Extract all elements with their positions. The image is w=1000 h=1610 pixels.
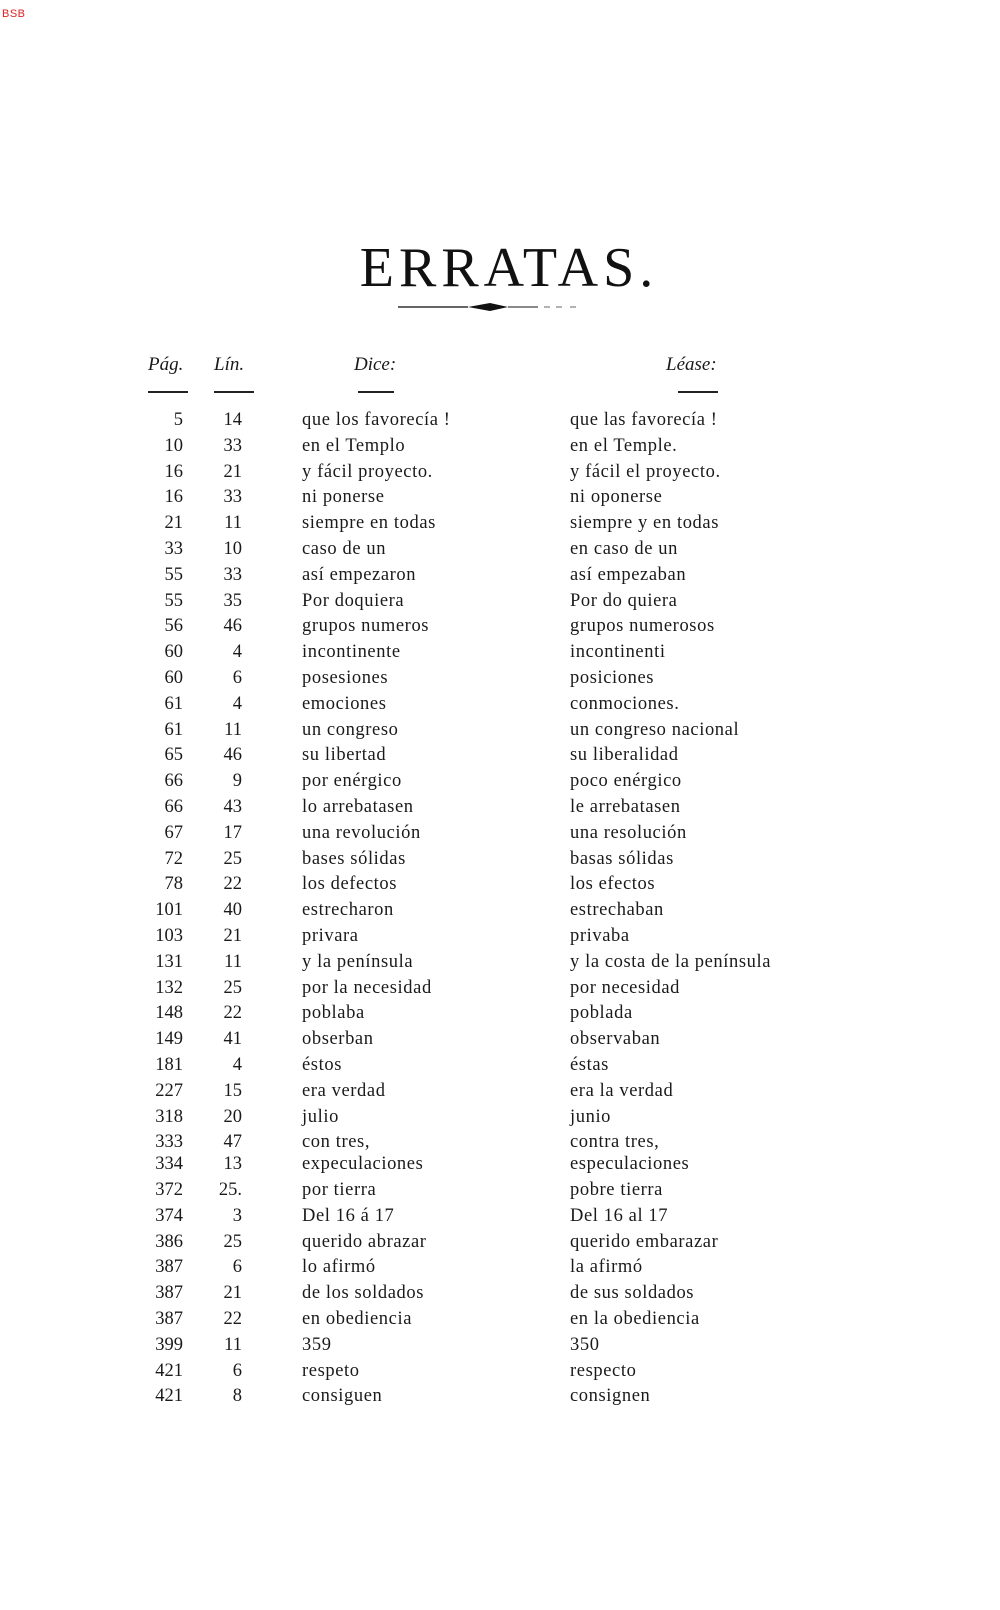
errata-page: 66 [164,797,183,817]
errata-line: 4 [232,642,242,663]
errata-lease: ni oponerse [570,487,663,508]
errata-page: 33 [164,539,183,559]
errata-lease: posiciones [570,668,655,688]
errata-page: 55 [164,590,183,611]
errata-dice: era verdad [302,1080,386,1101]
errata-row [0,1130,1000,1154]
errata-page: 103 [155,926,183,946]
errata-page: 66 [164,771,183,792]
errata-line: 11 [224,951,242,972]
errata-page: 334 [155,1154,183,1175]
errata-lease: una resolución [570,822,687,843]
errata-page: 421 [155,1386,183,1407]
errata-lease: poco enérgico [570,771,682,792]
errata-page: 421 [155,1360,183,1381]
errata-row [0,563,1000,587]
errata-line: 3 [232,1205,242,1226]
errata-dice: posesiones [302,668,389,688]
errata-dice: querido abrazar [302,1231,427,1252]
errata-lease: consignen [570,1386,651,1407]
errata-dice: bases sólidas [302,848,406,869]
errata-lease: respecto [570,1360,637,1381]
errata-lease: y la costa de la península [570,951,772,972]
errata-row [0,718,1000,742]
errata-row [0,537,1000,561]
errata-line: 6 [232,1360,242,1381]
errata-dice: incontinente [302,642,401,663]
errata-row [0,769,1000,793]
errata-dice: caso de un [302,539,387,559]
library-stamp: BSB [2,8,26,20]
errata-dice: grupos numeros [302,616,430,637]
errata-row [0,1307,1000,1331]
errata-line: 15 [223,1080,242,1101]
errata-lease: en caso de un [570,539,678,559]
errata-page: 149 [155,1029,183,1050]
errata-line: 33 [223,487,242,508]
errata-lease: junio [570,1106,612,1127]
errata-lease: que las favorecía ! [570,410,718,430]
errata-page: 61 [164,719,183,740]
errata-dice: julio [302,1106,339,1127]
errata-line: 11 [224,719,242,740]
errata-row [0,640,1000,664]
errata-page: 399 [155,1334,183,1355]
errata-page: 318 [155,1106,183,1127]
errata-page: 60 [164,668,183,688]
errata-page: 387 [155,1257,183,1278]
errata-row [0,434,1000,458]
errata-line: 4 [232,1055,242,1075]
errata-page: 181 [155,1055,183,1075]
errata-dice: así empezaron [302,564,417,585]
header-lin: Lín. [214,354,245,375]
errata-lease: privaba [570,926,630,946]
errata-lease: la afirmó [570,1257,643,1278]
header-rule [678,391,718,393]
errata-line: 20 [223,1106,242,1127]
errata-line: 21 [223,461,242,482]
errata-dice: por tierra [302,1180,377,1200]
errata-lease: un congreso nacional [570,719,740,740]
errata-page: 372 [155,1180,183,1200]
errata-lease: especulaciones [570,1154,690,1175]
errata-line: 43 [223,797,242,817]
errata-row [0,460,1000,484]
errata-row [0,692,1000,716]
errata-row [0,408,1000,432]
errata-line: 11 [224,513,242,534]
errata-line: 40 [223,900,242,921]
errata-dice: éstos [302,1055,342,1075]
errata-page: 10 [164,435,183,456]
errata-dice: Del 16 á 17 [302,1205,395,1226]
errata-page: 387 [155,1283,183,1304]
errata-page: 333 [155,1132,183,1153]
errata-dice: de los soldados [302,1283,425,1304]
errata-row [0,511,1000,535]
errata-row [0,898,1000,922]
errata-row [0,1079,1000,1103]
errata-lease: poblada [570,1003,633,1024]
errata-row [0,821,1000,845]
errata-line: 9 [232,771,242,792]
errata-dice: por enérgico [302,771,402,792]
errata-line: 14 [223,410,242,430]
errata-dice: una revolución [302,822,421,843]
errata-dice: ni ponerse [302,487,385,508]
errata-dice: y la península [302,951,414,972]
errata-line: 10 [223,539,242,559]
errata-row [0,1230,1000,1254]
errata-lease: de sus soldados [570,1283,695,1304]
errata-dice: con tres, [302,1132,371,1153]
errata-line: 13 [223,1154,242,1175]
errata-line: 21 [223,926,242,946]
errata-lease: le arrebatasen [570,797,681,817]
errata-page: 101 [155,900,183,921]
errata-line: 25 [223,1231,242,1252]
errata-row [0,795,1000,819]
errata-row [0,1178,1000,1202]
errata-row [0,1359,1000,1383]
errata-row [0,976,1000,1000]
errata-line: 4 [232,693,242,714]
errata-page: 78 [164,874,183,895]
header-rule [358,391,394,393]
errata-page: 132 [155,977,183,998]
errata-line: 35 [223,590,242,611]
errata-page: 65 [164,745,183,766]
errata-line: 46 [223,616,242,637]
errata-line: 25 [223,977,242,998]
header-dice: Dice: [354,354,397,375]
errata-row [0,872,1000,896]
header-lease: Léase: [666,354,717,375]
errata-line: 22 [223,874,242,895]
errata-lease: querido embarazar [570,1231,719,1252]
errata-row [0,847,1000,871]
errata-row [0,666,1000,690]
errata-lease: en el Temple. [570,435,678,456]
errata-page: 67 [164,822,183,843]
errata-row [0,589,1000,613]
errata-dice: expeculaciones [302,1154,424,1175]
errata-line: 21 [223,1283,242,1304]
errata-page: 374 [155,1205,183,1226]
errata-row [0,1152,1000,1176]
errata-dice: un congreso [302,719,399,740]
errata-lease: Por do quiera [570,590,678,611]
errata-row [0,950,1000,974]
errata-line: 8 [232,1386,242,1407]
errata-dice: 359 [302,1334,332,1355]
errata-dice: obserban [302,1029,374,1050]
errata-row [0,1333,1000,1357]
errata-lease: observaban [570,1029,661,1050]
errata-page: 131 [155,951,183,972]
errata-dice: respeto [302,1360,360,1381]
header-rule [214,391,254,393]
errata-dice: los defectos [302,874,398,895]
errata-row [0,1105,1000,1129]
errata-page: 5 [173,410,183,430]
errata-lease: estrechaban [570,900,664,921]
errata-page: 16 [164,487,183,508]
errata-page: 55 [164,564,183,585]
errata-line: 6 [232,668,242,688]
errata-line: 22 [223,1003,242,1024]
errata-lease: conmociones. [570,693,680,714]
errata-dice: lo afirmó [302,1257,376,1278]
errata-line: 22 [223,1309,242,1329]
errata-line: 41 [223,1029,242,1050]
errata-dice: y fácil proyecto. [302,461,433,482]
errata-lease: pobre tierra [570,1180,663,1200]
errata-dice: lo arrebatasen [302,797,414,817]
errata-page: 21 [164,513,183,534]
errata-lease: Del 16 al 17 [570,1205,669,1226]
errata-dice: privara [302,926,359,946]
errata-line: 6 [232,1257,242,1278]
errata-lease: era la verdad [570,1080,674,1101]
errata-lease: y fácil el proyecto. [570,461,721,482]
errata-row [0,1255,1000,1279]
errata-row [0,1204,1000,1228]
errata-page: 227 [155,1080,183,1101]
errata-page: 56 [164,616,183,637]
errata-line: 33 [223,435,242,456]
errata-lease: grupos numerosos [570,616,715,637]
errata-dice: emociones [302,693,387,714]
errata-page: 148 [155,1003,183,1024]
page-title: ERRATAS. [359,237,659,299]
header-pag: Pág. [148,354,184,375]
errata-dice: que los favorecía ! [302,410,451,430]
errata-dice: Por doquiera [302,590,405,611]
errata-row [0,1001,1000,1025]
errata-line: 25 [223,848,242,869]
errata-row [0,485,1000,509]
errata-lease: éstas [570,1055,609,1075]
errata-lease: 350 [570,1334,600,1355]
errata-dice: su libertad [302,745,387,766]
errata-lease: basas sólidas [570,848,674,869]
errata-lease: contra tres, [570,1132,660,1153]
errata-row [0,614,1000,638]
errata-lease: por necesidad [570,977,681,998]
errata-line: 25. [218,1180,242,1200]
errata-row [0,1281,1000,1305]
errata-lease: su liberalidad [570,745,679,766]
errata-line: 33 [223,564,242,585]
errata-row [0,743,1000,767]
errata-page: 16 [164,461,183,482]
errata-dice: estrecharon [302,900,394,921]
errata-page: 387 [155,1309,183,1329]
errata-dice: por la necesidad [302,977,432,998]
errata-line: 47 [223,1132,242,1153]
errata-lease: incontinenti [570,642,666,663]
header-rule [148,391,188,393]
errata-lease: así empezaban [570,564,687,585]
title-ornament [398,300,580,314]
errata-lease: siempre y en todas [570,513,719,534]
errata-dice: en obediencia [302,1309,413,1329]
errata-page: 386 [155,1231,183,1252]
errata-dice: consiguen [302,1386,383,1407]
errata-line: 11 [224,1334,242,1355]
errata-dice: poblaba [302,1003,365,1024]
errata-line: 17 [223,822,242,843]
errata-dice: siempre en todas [302,513,436,534]
errata-page: 72 [164,848,183,869]
errata-row [0,1384,1000,1408]
errata-row [0,1027,1000,1051]
errata-row [0,924,1000,948]
errata-dice: en el Templo [302,435,406,456]
errata-row [0,1053,1000,1077]
errata-lease: los efectos [570,874,656,895]
errata-page: 60 [164,642,183,663]
errata-page: 61 [164,693,183,714]
errata-line: 46 [223,745,242,766]
errata-lease: en la obediencia [570,1309,700,1329]
